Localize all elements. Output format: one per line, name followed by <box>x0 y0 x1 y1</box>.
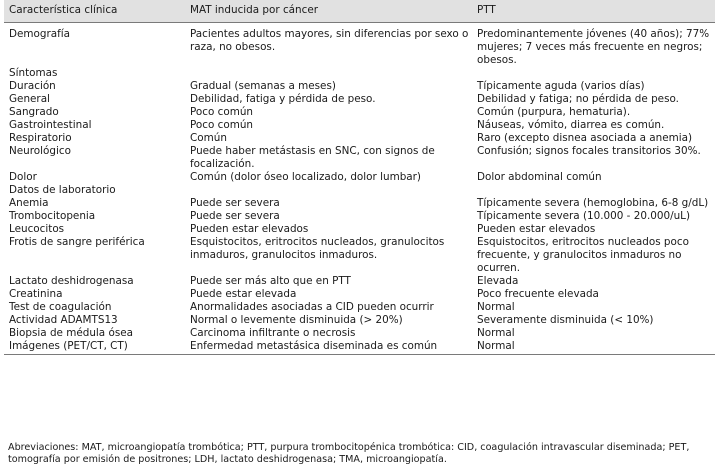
row-label: Anemia <box>9 196 49 209</box>
mat-cell: Normal o levemente disminuida (> 20%) <box>190 313 403 326</box>
table-row <box>4 119 715 132</box>
mat-cell <box>185 184 472 197</box>
comparison-table <box>4 0 715 355</box>
table-row <box>4 184 715 197</box>
mat-cell: Pueden estar elevados <box>190 222 309 235</box>
table-row <box>4 106 715 119</box>
table-row <box>4 93 715 106</box>
row-label: General <box>9 92 50 105</box>
mat-cell: Enfermedad metastásica diseminada es común <box>185 340 472 355</box>
mat-cell: Común <box>190 131 227 144</box>
table-row <box>4 340 715 355</box>
table-header-row <box>4 0 715 22</box>
abbreviations-footnote: Abreviaciones: MAT, microangiopatía trombótica; PTT, purpura trombocitopénica trombótica: CID, coagulación intravascular diseminada; PET, tomografía por emisión de positrones; LDH, lactato deshidrogenasa; TMA, microangiopatía. <box>8 442 690 465</box>
mat-cell: Pacientes adultos mayores, sin diferencias por sexo o raza, no obesos. <box>190 27 469 53</box>
row-label: Respiratorio <box>9 131 72 144</box>
ptt-cell: Normal <box>472 340 715 355</box>
ptt-cell: Poco frecuente elevada <box>477 287 599 300</box>
row-label: Gastrointestinal <box>9 118 92 131</box>
mat-cell: Puede haber metástasis en SNC, con signos de focalización. <box>190 144 435 170</box>
ptt-cell: Típicamente severa (hemoglobina, 6-8 g/dL) <box>477 196 709 209</box>
ptt-cell: Confusión; signos focales transitorios 30%. <box>477 144 701 157</box>
row-label: Imágenes (PET/CT, CT) <box>4 340 185 355</box>
table-row <box>4 288 715 301</box>
table-row <box>4 301 715 314</box>
header-mat: MAT inducida por cáncer <box>185 0 472 22</box>
row-label: Lactato deshidrogenasa <box>9 274 134 287</box>
header-ptt: PTT <box>472 0 715 22</box>
table-row <box>4 67 715 80</box>
table-row <box>4 236 715 275</box>
table-row <box>4 314 715 327</box>
mat-cell <box>185 67 472 80</box>
ptt-cell: Dolor abdominal común <box>477 170 602 183</box>
ptt-cell: Elevada <box>477 274 519 287</box>
mat-cell: Común (dolor óseo localizado, dolor lumbar) <box>190 170 421 183</box>
row-label: Trombocitopenia <box>9 209 96 222</box>
ptt-cell: Raro (excepto disnea asociada a anemia) <box>477 131 693 144</box>
mat-cell: Esquistocitos, eritrocitos nucleados, granulocitos inmaduros, granulocitos inmaduros. <box>190 235 445 261</box>
table-row <box>4 171 715 184</box>
table-row <box>4 145 715 171</box>
row-label: Demografía <box>9 27 71 40</box>
table-row <box>4 197 715 210</box>
row-label: Duración <box>9 79 56 92</box>
table-row <box>4 327 715 340</box>
mat-cell: Poco común <box>190 105 253 118</box>
row-label: Test de coagulación <box>9 300 112 313</box>
row-label: Datos de laboratorio <box>9 183 116 196</box>
ptt-cell: Esquistocitos, eritrocitos nucleados poco frecuente, y granulocitos inmaduros no ocurren. <box>477 235 689 274</box>
table-row <box>4 80 715 93</box>
ptt-cell: Severamente disminuida (< 10%) <box>477 313 654 326</box>
ptt-cell: Típicamente severa (10.000 - 20.000/uL) <box>477 209 691 222</box>
ptt-cell: Común (purpura, hematuria). <box>477 105 631 118</box>
ptt-cell: Debilidad y fatiga; no pérdida de peso. <box>477 92 679 105</box>
mat-cell: Poco común <box>190 118 253 131</box>
row-label: Síntomas <box>9 66 58 79</box>
ptt-cell: Pueden estar elevados <box>477 222 596 235</box>
ptt-cell: Típicamente aguda (varios días) <box>477 79 645 92</box>
mat-cell: Carcinoma infiltrante o necrosis <box>190 326 356 339</box>
table-row <box>4 22 715 67</box>
ptt-cell: Predominantemente jóvenes (40 años); 77% mujeres; 7 veces más frecuente en negros; obesos. <box>477 27 710 66</box>
row-label: Leucocitos <box>9 222 65 235</box>
mat-cell: Puede ser severa <box>190 196 280 209</box>
ptt-cell <box>472 67 715 80</box>
row-label: Sangrado <box>9 105 59 118</box>
row-label: Creatinina <box>9 287 63 300</box>
table-row <box>4 223 715 236</box>
mat-cell: Puede ser severa <box>190 209 280 222</box>
row-label: Neurológico <box>9 144 71 157</box>
table-row <box>4 275 715 288</box>
table-row <box>4 132 715 145</box>
row-label: Frotis de sangre periférica <box>9 235 145 248</box>
ptt-cell <box>472 184 715 197</box>
mat-cell: Puede estar elevada <box>190 287 297 300</box>
mat-cell: Gradual (semanas a meses) <box>190 79 336 92</box>
row-label: Dolor <box>9 170 37 183</box>
ptt-cell: Normal <box>477 326 515 339</box>
ptt-cell: Normal <box>477 300 515 313</box>
mat-cell: Anormalidades asociadas a CID pueden ocurrir <box>190 300 434 313</box>
table-row <box>4 210 715 223</box>
mat-cell: Puede ser más alto que en PTT <box>190 274 351 287</box>
ptt-cell: Náuseas, vómito, diarrea es común. <box>477 118 665 131</box>
row-label: Actividad ADAMTS13 <box>9 313 118 326</box>
mat-cell: Debilidad, fatiga y pérdida de peso. <box>190 92 376 105</box>
header-caracteristica: Característica clínica <box>4 0 185 22</box>
row-label: Biopsia de médula ósea <box>9 326 134 339</box>
